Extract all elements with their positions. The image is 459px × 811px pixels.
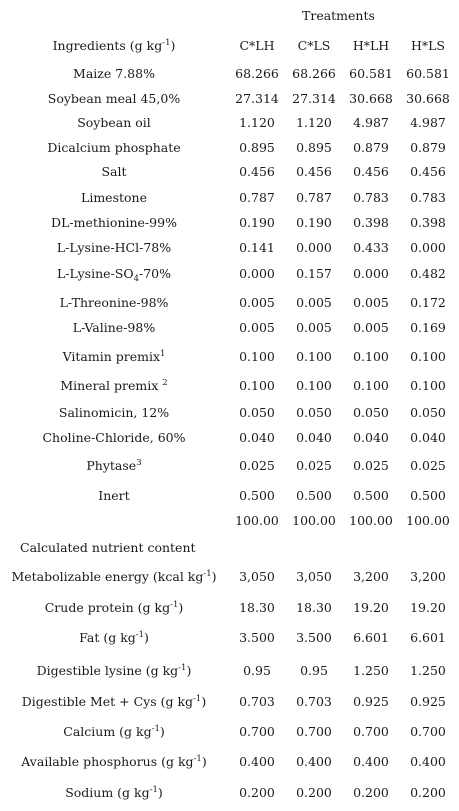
- ingredient-row-label: Dicalcium phosphate: [47, 140, 181, 155]
- value-cell: 1.120: [296, 115, 332, 130]
- ingredient-row: [0, 111, 459, 135]
- column-header-hls: H*LS: [410, 38, 445, 53]
- value-cell: 0.500: [239, 488, 275, 503]
- value-cell: 0.482: [410, 266, 446, 281]
- value-cell: 0.879: [410, 140, 446, 155]
- nutrient-row-label: Metabolizable energy (kcal $kg^{-1}$): [11, 568, 217, 584]
- value-cell: 100.00: [235, 513, 279, 528]
- value-cell: 0.005: [296, 295, 332, 310]
- value-cell: 4.987: [353, 115, 389, 130]
- value-cell: 0.050: [353, 405, 389, 420]
- value-cell: 0.787: [239, 190, 275, 205]
- value-cell: 3,200: [410, 569, 446, 584]
- ingredient-row: [0, 62, 459, 86]
- ingredient-row: [0, 236, 459, 260]
- ingredient-row: [0, 345, 459, 369]
- ingredient-row-label: Salinomicin, 12%: [58, 405, 170, 420]
- value-cell: 0.050: [239, 405, 275, 420]
- value-cell: 0.005: [353, 295, 389, 310]
- value-cell: 0.433: [353, 240, 389, 255]
- value-cell: 100.00: [406, 513, 450, 528]
- value-cell: 27.314: [235, 91, 279, 106]
- ingredient-row-label: L-Valine-98%: [72, 320, 156, 335]
- value-cell: 6.601: [410, 630, 446, 645]
- ingredient-row-label: Inert: [98, 488, 130, 503]
- value-cell: 19.20: [353, 600, 389, 615]
- value-cell: 0.000: [296, 240, 332, 255]
- nutrient-row: [0, 690, 459, 714]
- value-cell: 0.157: [296, 266, 332, 281]
- value-cell: 6.601: [353, 630, 389, 645]
- nutrient-row-label: Digestible lysine (g $kg^{-1}$): [36, 662, 192, 678]
- value-cell: 3,050: [296, 569, 332, 584]
- value-cell: 3.500: [239, 630, 275, 645]
- value-cell: 3,200: [353, 569, 389, 584]
- value-cell: 0.100: [410, 349, 446, 364]
- nutrient-row: [0, 596, 459, 620]
- value-cell: 19.20: [410, 600, 446, 615]
- value-cell: 0.000: [353, 266, 389, 281]
- value-cell: 0.025: [296, 458, 332, 473]
- value-cell: 0.95: [243, 663, 271, 678]
- value-cell: 0.100: [353, 378, 389, 393]
- value-cell: 0.050: [296, 405, 332, 420]
- ingredient-row: [0, 316, 459, 340]
- value-cell: 0.783: [353, 190, 389, 205]
- value-cell: 0.040: [410, 430, 446, 445]
- value-cell: 0.925: [410, 694, 446, 709]
- ingredient-row: [0, 87, 459, 111]
- value-cell: 1.250: [410, 663, 446, 678]
- value-cell: 0.703: [239, 694, 275, 709]
- value-cell: 0.500: [410, 488, 446, 503]
- value-cell: 0.895: [296, 140, 332, 155]
- ingredient-row: [0, 262, 459, 286]
- nutrient-row-label: Crude protein (g $kg^{-1}$): [44, 599, 184, 615]
- value-cell: 0.200: [239, 785, 275, 800]
- value-cell: 0.700: [239, 724, 275, 739]
- ingredient-row: [0, 291, 459, 315]
- value-cell: 0.000: [410, 240, 446, 255]
- nutrient-row: [0, 565, 459, 589]
- value-cell: 0.925: [353, 694, 389, 709]
- nutrient-row: [0, 659, 459, 683]
- value-cell: 0.400: [296, 754, 332, 769]
- ingredient-row: [0, 160, 459, 184]
- ingredient-row: [0, 454, 459, 478]
- value-cell: 0.100: [239, 349, 275, 364]
- value-cell: 0.456: [410, 164, 446, 179]
- value-cell: 18.30: [296, 600, 332, 615]
- ingredient-row-label: L-Lysine-HCl-78%: [56, 240, 172, 255]
- value-cell: 0.895: [239, 140, 275, 155]
- nutrient-row-label: Digestible Met + Cys (g $kg^{-1}$): [21, 693, 207, 709]
- nutrient-row: [0, 750, 459, 774]
- value-cell: 0.005: [239, 295, 275, 310]
- value-cell: 0.040: [239, 430, 275, 445]
- value-cell: 3,050: [239, 569, 275, 584]
- ingredient-row-label: Salt: [101, 164, 127, 179]
- ingredient-row: [0, 186, 459, 210]
- ingredients-column-header: Ingredients (g $kg^{-1}$): [52, 37, 176, 53]
- value-cell: 0.025: [353, 458, 389, 473]
- value-cell: 0.050: [410, 405, 446, 420]
- value-cell: 0.879: [353, 140, 389, 155]
- ingredient-row-label: $L-Lysine-SO_4-70\%$: [57, 266, 171, 284]
- value-cell: 0.456: [239, 164, 275, 179]
- value-cell: 0.787: [296, 190, 332, 205]
- ingredient-row: [0, 426, 459, 450]
- ingredient-row: [0, 136, 459, 160]
- value-cell: 0.456: [296, 164, 332, 179]
- value-cell: 60.581: [406, 66, 450, 81]
- value-cell: 0.025: [410, 458, 446, 473]
- ingredient-row-label: Phytase$^3$: [86, 457, 142, 473]
- ingredient-row-label: Limestone: [81, 190, 147, 205]
- value-cell: 4.987: [410, 115, 446, 130]
- ingredient-row-label: Mineral premix $^2$: [60, 377, 168, 393]
- value-cell: 18.30: [239, 600, 275, 615]
- nutrient-row: [0, 720, 459, 744]
- value-cell: 0.172: [410, 295, 446, 310]
- value-cell: 30.668: [349, 91, 393, 106]
- value-cell: 100.00: [349, 513, 393, 528]
- value-cell: 68.266: [292, 66, 336, 81]
- ingredient-row: [0, 509, 459, 533]
- ingredient-row-label: Vitamin premix$^1$: [62, 348, 166, 364]
- ingredient-row-label: Soybean oil: [77, 115, 151, 130]
- value-cell: 0.100: [296, 349, 332, 364]
- ingredient-row: [0, 374, 459, 398]
- ingredient-row-label: DL-methionine-99%: [51, 215, 177, 230]
- nutrient-row-label: Sodium (g $kg^{-1}$): [65, 784, 163, 800]
- ingredient-row: [0, 211, 459, 235]
- nutrient-section-title: Calculated nutrient content: [20, 540, 196, 555]
- value-cell: 0.025: [239, 458, 275, 473]
- ingredient-row: [0, 484, 459, 508]
- value-cell: 0.783: [410, 190, 446, 205]
- value-cell: 30.668: [406, 91, 450, 106]
- nutrient-row: [0, 626, 459, 650]
- value-cell: 0.169: [410, 320, 446, 335]
- nutrient-row: [0, 781, 459, 805]
- value-cell: 0.100: [296, 378, 332, 393]
- value-cell: 0.005: [353, 320, 389, 335]
- column-header-hlh: H*LH: [352, 38, 390, 53]
- value-cell: 0.005: [296, 320, 332, 335]
- value-cell: 0.456: [353, 164, 389, 179]
- value-cell: 100.00: [292, 513, 336, 528]
- value-cell: 0.005: [239, 320, 275, 335]
- table-header-row: [0, 34, 459, 58]
- value-cell: 0.398: [353, 215, 389, 230]
- value-cell: 1.250: [353, 663, 389, 678]
- ingredient-row-label: Maize 7.88%: [73, 66, 155, 81]
- value-cell: 68.266: [235, 66, 279, 81]
- ingredient-row-label: Soybean meal 45,0%: [47, 91, 181, 106]
- nutrient-row-label: Available phosphorus (g $kg^{-1}$): [21, 753, 207, 769]
- value-cell: 0.398: [410, 215, 446, 230]
- value-cell: 0.500: [296, 488, 332, 503]
- value-cell: 0.100: [353, 349, 389, 364]
- value-cell: 0.040: [353, 430, 389, 445]
- value-cell: 0.400: [353, 754, 389, 769]
- value-cell: 0.000: [239, 266, 275, 281]
- value-cell: 27.314: [292, 91, 336, 106]
- ingredient-row-label: L-Threonine-98%: [59, 295, 169, 310]
- ingredient-row-label: Choline-Chloride, 60%: [42, 430, 186, 445]
- value-cell: 0.100: [410, 378, 446, 393]
- value-cell: 3.500: [296, 630, 332, 645]
- value-cell: 1.120: [239, 115, 275, 130]
- value-cell: 0.200: [353, 785, 389, 800]
- value-cell: 0.400: [239, 754, 275, 769]
- column-header-clh: C*LH: [239, 38, 275, 53]
- value-cell: 0.190: [296, 215, 332, 230]
- value-cell: 0.703: [296, 694, 332, 709]
- treatments-heading: Treatments: [302, 8, 375, 23]
- nutrient-row-label: Calcium (g $kg^{-1}$): [63, 723, 165, 739]
- value-cell: 0.95: [300, 663, 328, 678]
- value-cell: 60.581: [349, 66, 393, 81]
- value-cell: 0.100: [239, 378, 275, 393]
- value-cell: 0.700: [353, 724, 389, 739]
- value-cell: 0.700: [410, 724, 446, 739]
- value-cell: 0.200: [410, 785, 446, 800]
- value-cell: 0.700: [296, 724, 332, 739]
- value-cell: 0.200: [296, 785, 332, 800]
- value-cell: 0.500: [353, 488, 389, 503]
- nutrient-row-label: Fat (g $kg^{-1}$): [79, 629, 149, 645]
- value-cell: 0.141: [239, 240, 275, 255]
- value-cell: 0.400: [410, 754, 446, 769]
- value-cell: 0.190: [239, 215, 275, 230]
- value-cell: 0.040: [296, 430, 332, 445]
- ingredient-row: [0, 401, 459, 425]
- column-header-cls: C*LS: [297, 38, 331, 53]
